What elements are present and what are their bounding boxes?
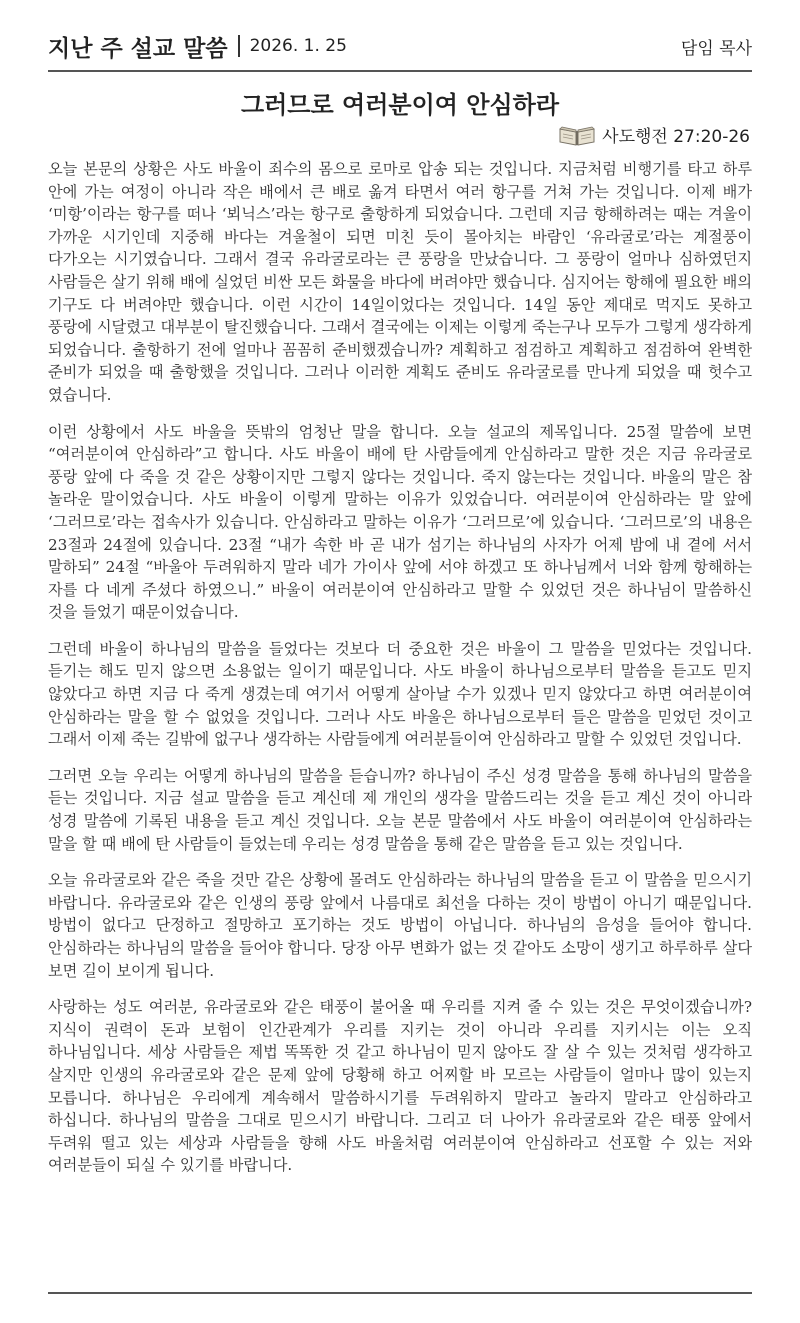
body-paragraph: 오늘 유라굴로와 같은 죽을 것만 같은 상황에 몰려도 안심하라는 하나님의 말씀을 듣고 이 말씀을 믿으시기 바랍니다. 유라굴로와 같은 인생의 풍랑 앞에서 나름대로 최선을 다하는 것이 방법이 아니기 때문입니다. 방법이 없다고 단정하고 절망하고 포기하는 것도 방법이 아닙니다. 하나님의 음성을 들어야 합니다. 안심하라는 하나님의 말씀을 들어야 합니다. 당장 아무 변화가 없는 것 같아도 소망이 생기고 하루하루 살다 보면 길이 보이게 됩니다. bbox=[48, 871, 752, 980]
open-book-icon bbox=[558, 123, 596, 147]
body-paragraph: 그러면 오늘 우리는 어떻게 하나님의 말씀을 듣습니까? 하나님이 주신 성경 말씀을 통해 하나님의 말씀을 듣는 것입니다. 지금 설교 말씀을 듣고 계신데 제 개인의 생각을 말씀드리는 것을 듣고 계신 것이 아니라 성경 말씀에 기록된 내용을 듣고 계신 것입니다. 오늘 본문 말씀에서 사도 바울이 여러분이여 안심하라는 말을 할 때 배에 탄 사람들이 들었는데 우리는 성경 말씀을 통해 같은 말씀을 듣고 있는 것입니다. bbox=[48, 766, 752, 853]
footer-rule bbox=[48, 1292, 752, 1294]
header-rule bbox=[48, 70, 752, 72]
body-paragraph: 오늘 본문의 상황은 사도 바울이 죄수의 몸으로 로마로 압송 되는 것입니다. 지금처럼 비행기를 타고 하루 안에 가는 여정이 아니라 작은 배에서 큰 배로 옮겨 타면서 여러 항구를 거쳐 가는 것입니다. 이제 배가 ‘미항’이라는 항구를 떠나 ‘뵈닉스’라는 항구로 출항하게 되었습니다. 그런데 지금 항해하려는 때는 겨울이 가까운 시기인데 지중해 바다는 겨울철이 되면 미친 듯이 몰아치는 바람인 ‘유라굴로’라는 계절풍이 다가오는 시기였습니다. 그래서 결국 유라굴로라는 큰 풍랑을 만났습니다. 그 풍랑이 얼마나 심하였던지 사람들은 살기 위해 배에 실었던 비싼 모든 화물을 바다에 버려야만 했습니다. 심지어는 항해에 필요한 배의 기구도 다 버려야만 했습니다. 이런 시간이 14일이었다는 것입니다. 14일 동안 제대로 먹지도 못하고 풍랑에 시달렸고 대부분이 탈진했습니다. 그래서 결국에는 이제는 이렇게 죽는구나 모두가 그렇게 생각하게 되었습니다. 출항하기 전에 얼마나 꼼꼼히 준비했겠습니까? 계획하고 점검하고 계획하고 점검하여 완벽한 준비가 되었을 때 출항했을 것입니다. 그러나 이러한 계획도 준비도 유라굴로를 만나게 되었을 때 헛수고 였습니다. bbox=[48, 160, 752, 404]
preacher-label: 담임 목사 bbox=[680, 38, 752, 59]
body-paragraph: 그런데 바울이 하나님의 말씀을 들었다는 것보다 더 중요한 것은 바울이 그 말씀을 믿었다는 것입니다. 듣기는 해도 믿지 않으면 소용없는 일이기 때문입니다. 사도 바울이 하나님으로부터 말씀을 듣고도 믿지 않았다고 하면 지금 다 죽게 생겼는데 여기서 어떻게 살아날 수가 있겠나 믿지 않았다고 하면 여러분이여 안심하라는 말을 할 수 없었을 것입니다. 그러나 사도 바울은 하나님으로부터 들은 말씀을 믿었던 것이고 그래서 이제 죽는 길밖에 없구나 생각하는 사람들에게 여러분들이여 안심하라고 말할 수 있었던 것입니다. bbox=[48, 639, 752, 749]
section-title: 지난 주 설교 말씀 bbox=[48, 35, 228, 62]
scripture-reference bbox=[558, 122, 750, 147]
header-divider bbox=[238, 35, 240, 57]
sermon-title: 그러므로 여러분이여 안심하라 bbox=[240, 90, 560, 119]
sermon-body bbox=[48, 158, 752, 1191]
scripture-text: 사도행전 27:20-26 bbox=[602, 127, 750, 147]
header-left bbox=[48, 30, 347, 63]
sermon-date: 2026. 1. 25 bbox=[249, 36, 347, 56]
body-paragraph: 이런 상황에서 사도 바울을 뜻밖의 엄청난 말을 합니다. 오늘 설교의 제목입니다. 25절 말씀에 보면 “여러분이여 안심하라”고 합니다. 사도 바울이 배에 탄 사람들에게 안심하라고 말한 것은 지금 유라굴로 풍랑 앞에 다 죽을 것 같은 상황이지만 그렇지 않다는 것입니다. 죽지 않는다는 것입니다. 바울의 말은 참 놀라운 말이었습니다. 사도 바울이 이렇게 말하는 이유가 있었습니다. 여러분이여 안심하라는 말 앞에 ‘그러므로’라는 접속사가 있습니다. 안심하라고 말하는 이유가 ‘그러므로’에 있습니다. ‘그러므로’의 내용은 23절과 24절에 있습니다. 23절 “내가 속한 바 곧 내가 섬기는 하나님의 사자가 어제 밤에 내 곁에 서서 말하되” 24절 “바울아 두려워하지 말라 네가 가이사 앞에 서야 하겠고 또 하나님께서 너와 함께 항해하는 자를 다 네게 주셨다 하였으니.” 바울이 여러분이여 안심하라고 말할 수 있었던 것은 하나님이 말씀하신 것을 들었기 때문이었습니다. bbox=[48, 422, 752, 622]
body-paragraph: 사랑하는 성도 여러분, 유라굴로와 같은 태풍이 불어올 때 우리를 지켜 줄 수 있는 것은 무엇이겠습니까? 지식이 권력이 돈과 보험이 인간관계가 우리를 지키는 것이 아니라 우리를 지키시는 이는 오직 하나님입니다. 세상 사람들은 제법 똑똑한 것 같고 하나님이 믿지 않아도 잘 살 수 있는 것처럼 생각하고 살지만 인생의 유라굴로와 같은 문제 앞에 당황해 하고 어찌할 바 모르는 사람들이 얼마나 많이 있는지 모릅니다. 하나님은 우리에게 계속해서 말씀하시기를 두려워하지 말라고 놀라지 말라고 안심하라고 하십니다. 하나님의 말씀을 그대로 믿으시기 바랍니다. 그리고 더 나아가 유라굴로와 같은 태풍 앞에서 두려워 떨고 있는 세상과 사람들을 향해 사도 바울처럼 여러분이여 안심하라고 선포할 수 있는 저와 여러분들이 되실 수 있기를 바랍니다. bbox=[48, 998, 752, 1175]
page-header bbox=[48, 28, 752, 64]
